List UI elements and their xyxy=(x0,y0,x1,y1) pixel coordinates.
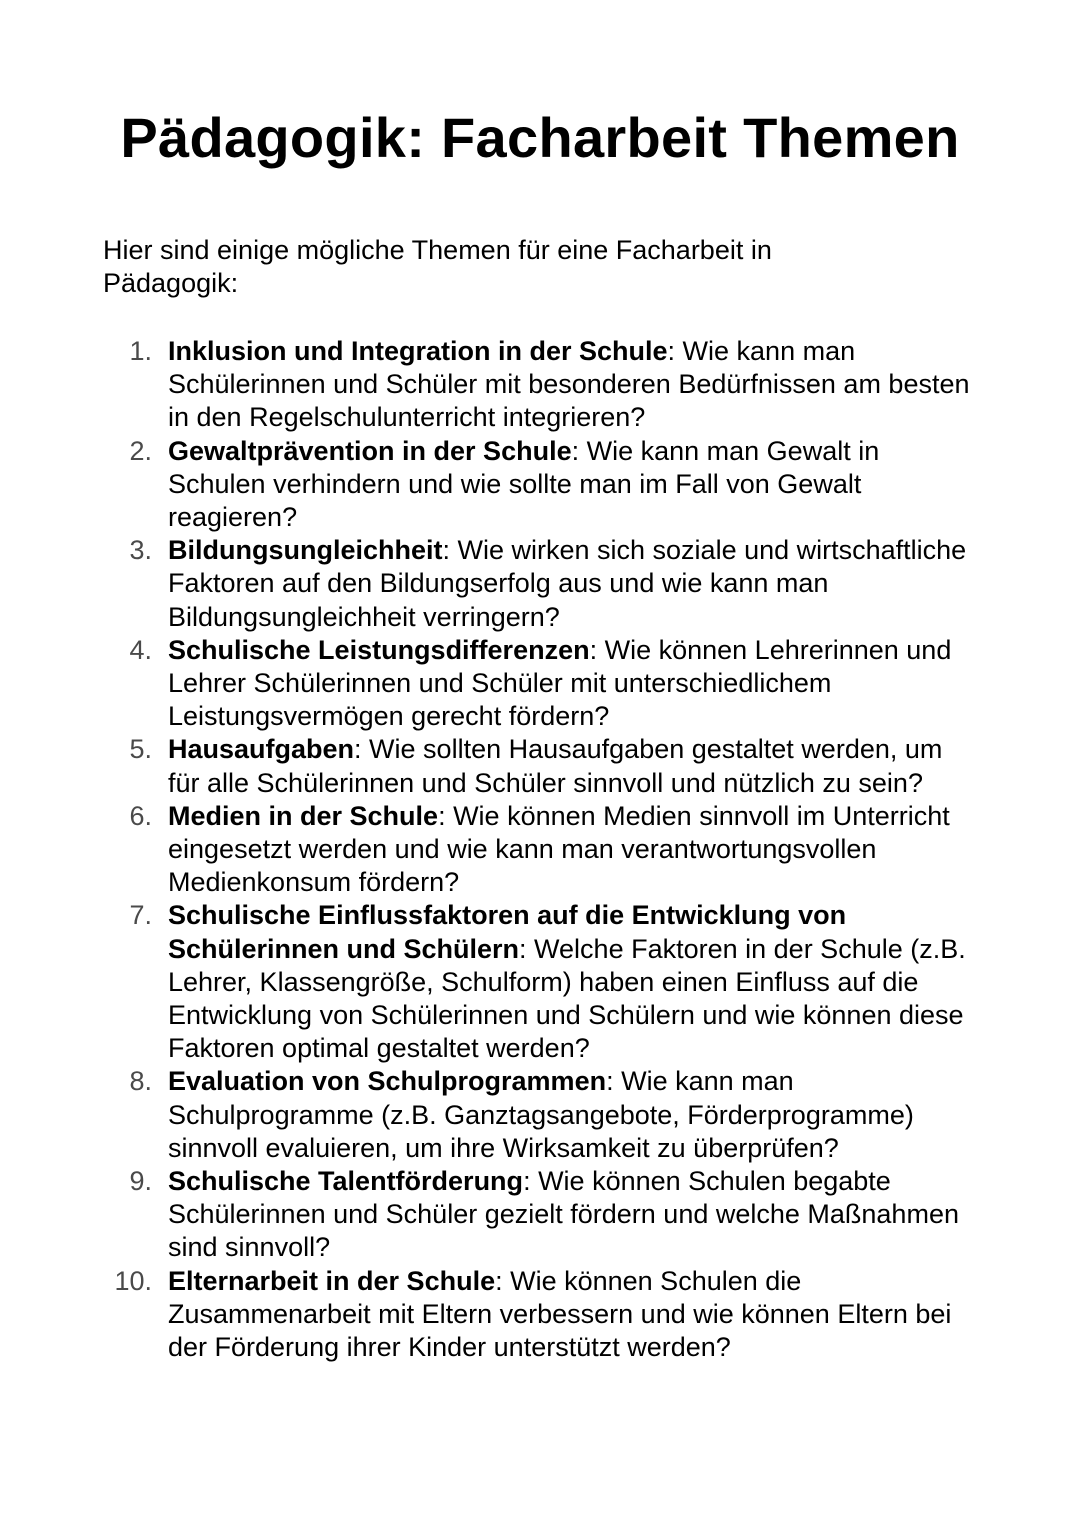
item-number: 6. xyxy=(129,800,152,831)
item-number: 9. xyxy=(129,1166,152,1197)
list-item xyxy=(0,534,978,634)
topic-title: Evaluation von Schulprogrammen xyxy=(168,1066,607,1097)
topic-title: Schulische Leistungsdifferenzen xyxy=(168,634,590,665)
topic-question: : Wie kann man Schülerinnen und Schüler mit besonderen Bedürfnissen am besten in den Regelschulunterricht integrieren? xyxy=(168,336,970,433)
page-title: Pädagogik: Facharbeit Themen xyxy=(120,106,960,169)
item-number: 5. xyxy=(129,734,152,765)
item-number: 2. xyxy=(129,435,152,466)
item-number: 4. xyxy=(129,634,152,665)
item-number: 7. xyxy=(129,900,152,931)
topic-title: Elternarbeit in der Schule xyxy=(168,1265,496,1296)
topic-title: Hausaufgaben xyxy=(168,734,355,765)
list-item xyxy=(0,435,978,535)
item-number: 3. xyxy=(129,535,152,566)
item-number: 1. xyxy=(129,336,152,366)
topic-list xyxy=(0,335,1080,1364)
topic-question: : Wie können Medien sinnvoll im Unterricht eingesetzt werden und wie kann man verantwortungsvollen Medienkonsum fördern? xyxy=(168,800,950,898)
intro-paragraph: Hier sind einige mögliche Themen für eine Facharbeit in Pädagogik: xyxy=(103,235,772,298)
topic-question: : Welche Faktoren in der Schule (z.B. Lehrer, Klassengröße, Schulform) haben einen Einfluss auf die Entwicklung von Schülerinnen und Schülern und wie können diese Faktoren optimal gestaltet werden? xyxy=(168,933,966,1064)
list-item xyxy=(0,335,978,435)
list-item xyxy=(0,1265,978,1365)
topic-question: : Wie sollten Hausaufgaben gestaltet werden, um für alle Schülerinnen und Schüler sinnvoll und nützlich zu sein? xyxy=(168,734,943,798)
topic-title: Schulische Talentförderung xyxy=(168,1166,524,1197)
list-item xyxy=(0,634,978,734)
topic-question: : Wie können Schulen begabte Schülerinnen und Schüler gezielt fördern und welche Maßnahmen sind sinnvoll? xyxy=(168,1166,959,1263)
topic-title: Medien in der Schule xyxy=(168,800,439,831)
topic-title: Inklusion und Integration in der Schule xyxy=(168,336,668,366)
item-number: 8. xyxy=(129,1066,152,1097)
topic-title: Schulische Einflussfaktoren auf die Entwicklung von Schülerinnen und Schülern xyxy=(168,900,847,964)
topic-title: Gewaltprävention in der Schule xyxy=(168,435,572,466)
topic-title: Bildungsungleichheit xyxy=(168,535,443,566)
topic-question: : Wie kann man Schulprogramme (z.B. Ganztagsangebote, Förderprogramme) sinnvoll evaluieren, um ihre Wirksamkeit zu überprüfen? xyxy=(168,1066,914,1163)
list-item xyxy=(0,1165,978,1265)
topic-question: : Wie können Schulen die Zusammenarbeit mit Eltern verbessern und wie können Eltern bei der Förderung ihrer Kinder unterstützt werden? xyxy=(168,1265,952,1363)
list-item xyxy=(0,733,978,799)
list-item xyxy=(0,1065,978,1165)
topic-question: : Wie kann man Gewalt in Schulen verhindern und wie sollte man im Fall von Gewalt reagieren? xyxy=(168,435,880,533)
list-item xyxy=(0,899,978,1065)
list-item xyxy=(0,800,978,900)
topic-question: : Wie wirken sich soziale und wirtschaftliche Faktoren auf den Bildungserfolg aus und wie kann man Bildungsungleichheit verringern? xyxy=(168,535,967,632)
topic-question: : Wie können Lehrerinnen und Lehrer Schülerinnen und Schüler mit unterschiedlichem Leistungsvermögen gerecht fördern? xyxy=(168,634,952,732)
item-number: 10. xyxy=(114,1265,152,1296)
